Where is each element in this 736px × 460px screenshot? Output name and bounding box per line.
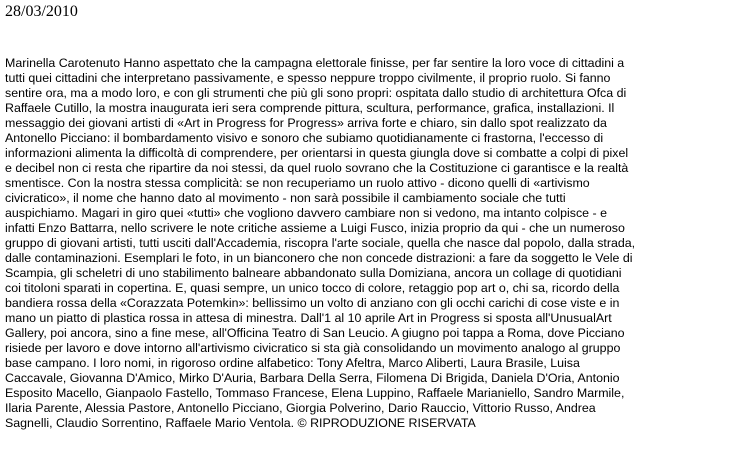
article-line: Antonello Picciano: il bombardamento visivo e sonoro che subiamo quotidianamente ci frastorna, l'eccesso di (5, 131, 604, 145)
article-line: Ilaria Parente, Alessia Pastore, Antonello Picciano, Giorgia Polverino, Dario Rauccio, Vittorio Russo, Andrea (5, 401, 596, 415)
article-body (5, 56, 733, 431)
article-line: auspichiamo. Magari in giro quei «tutti» che vogliono davvero cambiare non si vedono, ma intanto colpisce - e (5, 206, 607, 220)
article-line: smentisce. Con la nostra stessa complicità: se non recuperiamo un ruolo attivo - dicono quelli di «artivismo (5, 176, 590, 190)
article-line: Marinella Carotenuto Hanno aspettato che la campagna elettorale finisse, per far sentire la loro voce di cittadini a (5, 56, 625, 70)
article-line: tutti quei cittadini che interpretano passivamente, e spesso neppure troppo civilmente, il proprio ruolo. Si fanno (5, 71, 611, 85)
article-line: gruppo di giovani artisti, tutti usciti dall'Accademia, riscopra l'arte sociale, quella che nasce dal popolo, dalla strada, (5, 236, 636, 250)
article-line: bandiera rossa della «Corazzata Potemkin»: bellissimo un volto di anziano con gli occhi carichi di cose viste e in (5, 296, 620, 310)
article-line: civicratico», il nome che hanno dato al movimento - non sarà possibile il cambiamento sociale che tutti (5, 191, 566, 205)
article-line: Raffaele Cutillo, la mostra inaugurata ieri sera comprende pittura, scultura, performance, grafica, installazioni. Il (5, 101, 615, 115)
article-line: informazioni alimenta la difficoltà di comprendere, per orientarsi in questa giungla dove si combatte a colpi di pixel (5, 146, 629, 160)
article-line: mano un piatto di plastica rossa in attesa di minestra. Dall'1 al 10 aprile Art in Progress si sposta all'UnusualArt (5, 311, 612, 325)
article-line: risiede per lavoro e dove intorno all'artivismo civicratico si sta già consolidando un movimento analogo al gruppo (5, 341, 621, 355)
article-line: infatti Enzo Battarra, nello scrivere le note critiche assieme a Luigi Fusco, inizia proprio da qui - che un numeroso (5, 221, 625, 235)
article-line: messaggio dei giovani artisti di «Art in Progress for Progress» arriva forte e chiaro, sin dallo spot realizzato da (5, 116, 607, 130)
article-line: sentire ora, ma a modo loro, e con gli strumenti che più gli sono propri: ospitata dallo studio di architettura Ofca di (5, 86, 627, 100)
article-line: base campano. I loro nomi, in rigoroso ordine alfabetico: Tony Afeltra, Marco Aliberti, Laura Brasile, Luisa (5, 356, 580, 370)
article-line: e decibel non ci resta che ripartire da noi stessi, da quel ruolo sovrano che la Costituzione ci garantisce e la realtà (5, 161, 629, 175)
article-line: Sagnelli, Claudio Sorrentino, Raffaele Mario Ventola. © RIPRODUZIONE RISERVATA (5, 416, 476, 430)
article-line: Caccavale, Giovanna D'Amico, Mirko D'Auria, Barbara Della Serra, Filomena Di Brigida, Daniela D'Oria, Antonio (5, 371, 620, 385)
article-line: dalle contaminazioni. Esemplari le foto, in un bianconero che non concede distrazioni: a fare da soggetto le Vele di (5, 251, 633, 265)
article-line: Gallery, poi ancora, sino a fine mese, all'Officina Teatro di San Leucio. A giugno poi tappa a Roma, dove Picciano (5, 326, 625, 340)
article-line: Scampia, gli scheletri di uno stabilimento balneare abbandonato sulla Domiziana, ancora un collage di quotidiani (5, 266, 622, 280)
article-line: coi titoloni sparati in copertina. E, quasi sempre, un unico tocco di colore, retaggio pop art o, chi sa, ricordo della (5, 281, 620, 295)
article-date: 28/03/2010 (5, 3, 78, 20)
article-line: Esposito Macello, Gianpaolo Fastello, Tommaso Francese, Elena Luppino, Raffaele Marianiello, Sandro Marmile, (5, 386, 625, 400)
